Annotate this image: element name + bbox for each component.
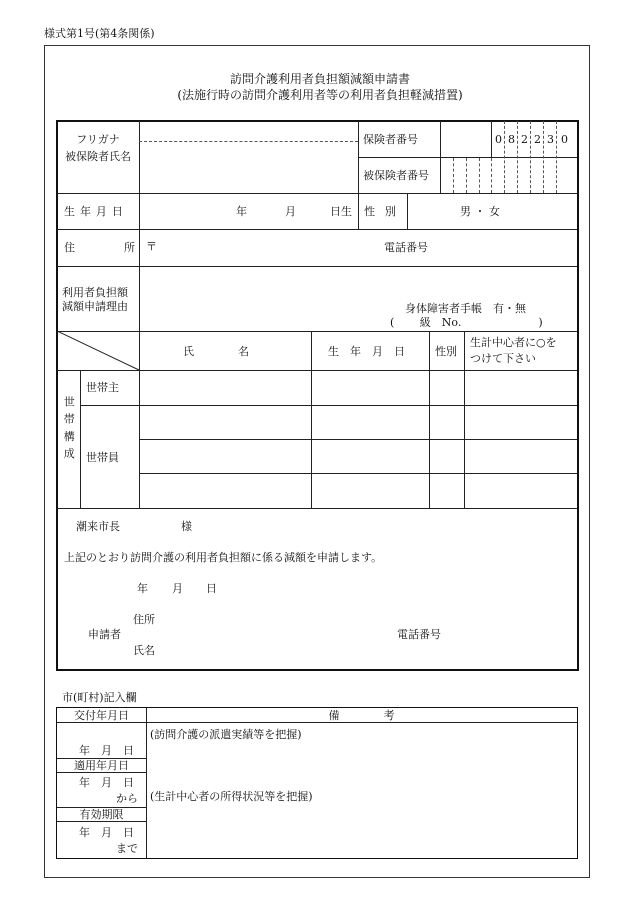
reason-label-2: 減額申請理由 [62, 300, 128, 313]
declaration-year-unit: 年 [137, 582, 148, 595]
digit-separator [504, 121, 505, 193]
col-line [464, 331, 465, 508]
col-line [146, 708, 147, 858]
address-label-2: 所 [124, 241, 135, 254]
breadwinner-header-2: つけて下さい [470, 352, 536, 365]
from-label: から [116, 792, 138, 805]
digit-separator [556, 121, 557, 193]
row-line [57, 229, 577, 230]
insured-name-label: 被保険者氏名 [65, 150, 131, 163]
birthdate-month-unit: 月 [285, 205, 296, 218]
insurer-digit: 2 [534, 133, 541, 146]
birthdate-day-unit: 日生 [330, 205, 352, 218]
apply-date-label: 適用年月日 [74, 759, 129, 772]
birthdate-year-unit: 年 [236, 205, 247, 218]
expiry-label: 有効期限 [79, 808, 124, 821]
row-line [139, 439, 577, 440]
insurer-digit: 0 [561, 133, 568, 146]
digit-separator [517, 121, 518, 193]
issue-date-ymd: 年 月 日 [79, 744, 134, 757]
address-label-1: 住 [64, 241, 75, 254]
sex-label: 性別 [364, 205, 406, 218]
digit-separator [530, 121, 531, 193]
insurer-digit: 2 [521, 133, 528, 146]
digit-separator [466, 158, 467, 193]
main-form-table [56, 120, 579, 671]
honorific: 様 [181, 520, 192, 533]
col-line [358, 194, 359, 229]
digit-separator [543, 121, 544, 193]
apply-date-ymd: 年 月 日 [79, 776, 134, 789]
postal-mark: 〒 [146, 240, 157, 253]
insurer-digit: 3 [547, 133, 554, 146]
furigana-label: フリガナ [76, 133, 120, 146]
office-section-title: 市(町村)記入欄 [62, 691, 137, 704]
row-line [57, 266, 577, 267]
household-group-label: 世帯構成 [62, 396, 76, 465]
disability-note: 身体障害者手帳 有・無 [405, 302, 526, 315]
row-line [139, 473, 577, 474]
applicant-phone-label: 電話番号 [397, 628, 441, 641]
row-line [57, 508, 577, 509]
household-head-label: 世帯主 [86, 381, 119, 394]
declaration-day-unit: 日 [206, 582, 217, 595]
breadwinner-header-1: 生計中心者に○を [470, 336, 557, 349]
col-line [407, 194, 408, 229]
household-name-header: 氏 名 [183, 345, 249, 358]
office-table [56, 707, 578, 859]
row-line [358, 157, 577, 158]
col-line [429, 331, 430, 508]
digit-separator [479, 158, 480, 193]
remark-income: (生計中心者の所得状況等を把握) [150, 790, 313, 803]
declaration-month-unit: 月 [172, 582, 183, 595]
household-member-label: 世帯員 [86, 451, 119, 464]
remark-dispatch: (訪問介護の派遣実績等を把握) [150, 728, 302, 741]
addressee: 潮来市長 [76, 520, 120, 533]
row-line [80, 405, 577, 406]
label-column-line [139, 121, 140, 508]
phone-label: 電話番号 [384, 241, 428, 254]
form-title: 訪問介護利用者負担額減額申請書 [229, 72, 410, 86]
household-sex-header: 性別 [435, 345, 457, 358]
form-subtitle: (法施行時の訪問介護利用者等の利用者負担軽減措置) [177, 88, 463, 102]
expiry-date-ymd: 年 月 日 [79, 826, 134, 839]
sex-options: 男 ・ 女 [460, 205, 500, 218]
insurer-number-label: 保険者番号 [363, 133, 418, 146]
applicant-address-label: 住所 [133, 613, 155, 626]
until-label: まで [116, 842, 138, 855]
insured-number-label: 被保険者番号 [363, 169, 429, 182]
col-line [311, 331, 312, 508]
household-birthdate-header: 生 年 月 日 [328, 345, 405, 358]
digit-separator [491, 158, 492, 193]
form-number-note: 様式第1号(第4条関係) [44, 27, 155, 40]
birthdate-label: 生年月日 [64, 205, 128, 218]
disability-grade: ( 級 No. ) [390, 316, 543, 329]
applicant-label: 申請者 [88, 628, 121, 641]
furigana-divider [139, 141, 358, 142]
insurer-digit: 8 [508, 133, 515, 146]
declaration-statement: 上記のとおり訪問介護の利用者負担額に係る減額を申請します。 [64, 551, 383, 564]
issue-date-label: 交付年月日 [74, 709, 129, 722]
applicant-name-label: 氏名 [133, 644, 155, 657]
header-diagonal [57, 331, 140, 371]
remarks-header: 備 考 [328, 709, 395, 722]
col-line [80, 370, 81, 508]
insurer-digit: 0 [495, 133, 502, 146]
digit-separator [453, 158, 454, 193]
row-line [57, 193, 577, 194]
reason-label-1: 利用者負担額 [62, 286, 128, 299]
